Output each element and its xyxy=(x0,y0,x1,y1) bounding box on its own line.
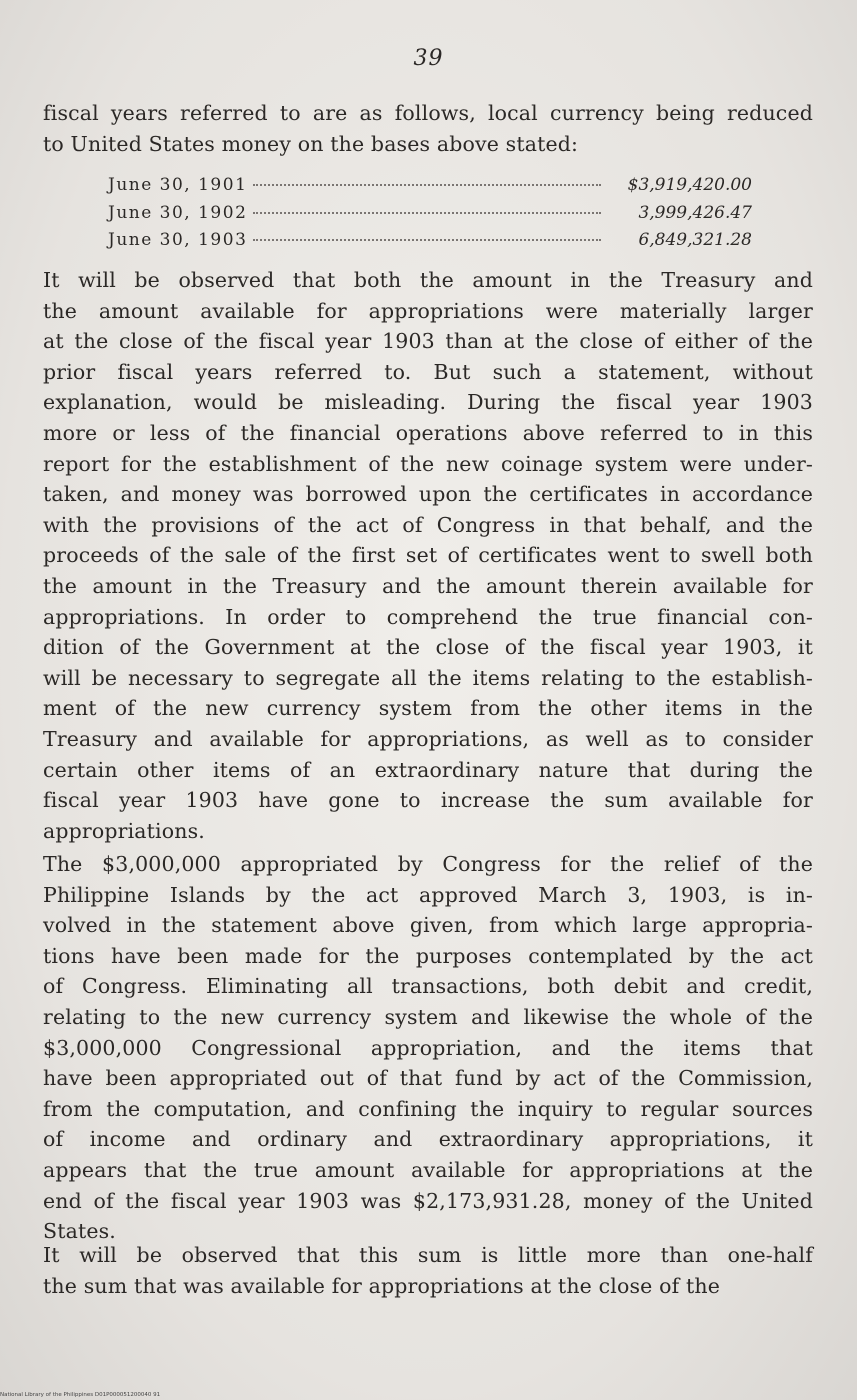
scan-footer: National Library of the Philippines D01P000051200040 91 xyxy=(0,1392,161,1398)
text-line: more or less of the financial operations above referred to in this xyxy=(43,420,813,445)
table-row xyxy=(108,227,752,255)
text-line: of income and ordinary and extraordinary appropriations, it xyxy=(43,1127,813,1152)
paragraph-4 xyxy=(43,1240,813,1301)
text-line: will be necessary to segregate all the items relating to the establish- xyxy=(43,665,813,690)
text-line: report for the establishment of the new coinage system were under- xyxy=(43,451,813,476)
row-amount: $3,919,420.00 xyxy=(627,175,752,195)
text-line: from the computation, and confining the inquiry to regular sources xyxy=(43,1096,813,1121)
dot-leader xyxy=(253,239,601,241)
text-line: tions have been made for the purposes contemplated by the act xyxy=(43,943,813,968)
text-line: end of the fiscal year 1903 was $2,173,931.28, money of the United xyxy=(43,1188,813,1213)
text-line: fiscal years referred to are as follows, local currency being reduced xyxy=(43,101,813,125)
text-line: of Congress. Eliminating all transactions, both debit and credit, xyxy=(43,974,813,999)
text-line: prior fiscal years referred to. But such a statement, without xyxy=(43,359,813,384)
text-line: It will be observed that both the amount in the Treasury and xyxy=(43,268,813,292)
text-line: fiscal year 1903 have gone to increase the sum available for xyxy=(43,788,813,813)
text-line: appropriations. xyxy=(43,818,205,843)
text-line: ment of the new currency system from the other items in the xyxy=(43,696,813,721)
dot-leader xyxy=(253,184,601,186)
text-line: volved in the statement above given, from which large appropria- xyxy=(43,913,813,938)
paragraph-3 xyxy=(43,849,813,1247)
page-number: 39 xyxy=(413,46,444,71)
text-line: It will be observed that this sum is little more than one-half xyxy=(43,1243,813,1267)
text-line: Philippine Islands by the act approved March 3, 1903, is in- xyxy=(43,882,813,907)
text-line: appropriations. In order to comprehend the true financial con- xyxy=(43,604,813,629)
text-line: to United States money on the bases above stated: xyxy=(43,131,579,156)
dot-leader xyxy=(253,212,601,214)
text-line: States. xyxy=(43,1219,116,1244)
text-line: the amount available for appropriations were materially larger xyxy=(43,298,813,323)
text-line: relating to the new currency system and likewise the whole of the xyxy=(43,1004,813,1029)
text-line: the amount in the Treasury and the amount therein available for xyxy=(43,573,813,598)
paragraph-2 xyxy=(43,265,813,846)
text-line: certain other items of an extraordinary nature that during the xyxy=(43,757,813,782)
row-date: June 30, 1901 xyxy=(108,175,248,195)
row-date: June 30, 1902 xyxy=(108,202,248,223)
text-line: have been appropriated out of that fund by act of the Commission, xyxy=(43,1066,813,1091)
row-amount: 3,999,426.47 xyxy=(638,202,752,223)
text-line: Treasury and available for appropriations, as well as to consider xyxy=(43,726,813,751)
text-line: The $3,000,000 appropriated by Congress for the relief of the xyxy=(43,852,813,876)
row-date: June 30, 1903 xyxy=(108,230,248,250)
row-amount: 6,849,321.28 xyxy=(638,230,752,250)
text-line: the sum that was available for appropriations at the close of the xyxy=(43,1273,720,1298)
table-row xyxy=(108,172,752,200)
table-row xyxy=(108,200,752,228)
text-line: appears that the true amount available for appropriations at the xyxy=(43,1157,813,1182)
text-line: at the close of the fiscal year 1903 than at the close of either of the xyxy=(43,329,813,354)
text-line: with the provisions of the act of Congress in that behalf, and the xyxy=(43,512,813,537)
text-line: taken, and money was borrowed upon the certificates in accordance xyxy=(43,482,813,507)
text-line: explanation, would be misleading. During the fiscal year 1903 xyxy=(43,390,813,415)
text-line: $3,000,000 Congressional appropriation, and the items that xyxy=(43,1035,813,1060)
paragraph-1 xyxy=(43,98,813,159)
text-line: dition of the Government at the close of the fiscal year 1903, it xyxy=(43,635,813,660)
text-line: proceeds of the sale of the first set of certificates went to swell both xyxy=(43,543,813,568)
balance-table xyxy=(108,172,752,255)
